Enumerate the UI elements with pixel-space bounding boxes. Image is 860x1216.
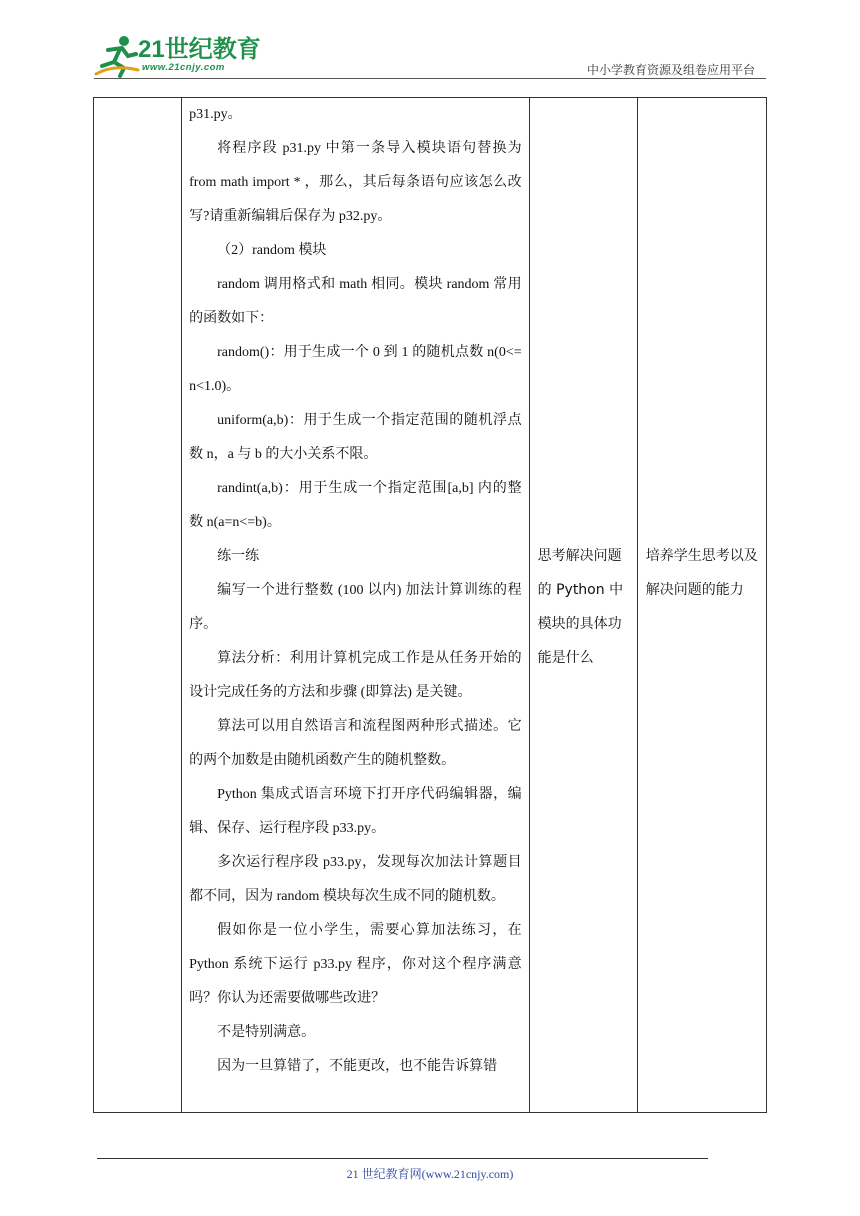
- content-paragraph: randint(a,b)：用于生成一个指定范围[a,b] 内的整数 n(a=n<=b)。: [189, 481, 522, 530]
- content-paragraph: p31.py。: [189, 107, 242, 122]
- footer-divider: [97, 1158, 708, 1159]
- content-paragraph: Python 集成式语言环境下打开序代码编辑器，编辑、保存、运行程序段 p33.py。: [189, 787, 522, 836]
- section-heading: 练一练: [217, 549, 260, 564]
- table-row: [94, 98, 767, 1113]
- design-intent-cell: [637, 98, 766, 1113]
- page-footer[interactable]: 21 世纪教育网(www.21cnjy.com): [346, 1167, 514, 1181]
- design-intent-text: 培养学生思考以及解决问题的能力: [645, 548, 758, 598]
- content-paragraph: 算法可以用自然语言和流程图两种形式描述。它的两个加数是由随机函数产生的随机整数。: [189, 719, 522, 768]
- content-paragraph: 因为一旦算错了，不能更改，也不能告诉算错: [217, 1059, 498, 1074]
- platform-title: 中小学教育资源及组卷应用平台: [586, 63, 755, 77]
- content-paragraph: random 调用格式和 math 相同。模块 random 常用的函数如下：: [189, 277, 522, 326]
- content-paragraph: uniform(a,b)：用于生成一个指定范围的随机浮点数 n，a 与 b 的大小关系不限。: [189, 413, 522, 462]
- content-paragraph: 编写一个进行整数 (100 以内) 加法计算训练的程序。: [189, 583, 522, 632]
- logo-number: 21: [138, 36, 165, 63]
- page-header: [0, 0, 860, 90]
- content-paragraph: 将程序段 p31.py 中第一条导入模块语句替换为 from math import * ，那么，其后每条语句应该怎么改写?请重新编辑后保存为 p32.py。: [189, 141, 522, 224]
- content-paragraph: 假如你是一位小学生，需要心算加法练习，在 Python 系统下运行 p33.py 程序，你对这个程序满意吗？你认为还需要做哪些改进？: [189, 923, 522, 1006]
- stage-cell: [94, 98, 182, 1113]
- header-divider: [94, 78, 766, 79]
- logo-wordmark: [138, 36, 261, 64]
- runner-logo-icon: [94, 34, 140, 78]
- content-paragraph: 算法分析：利用计算机完成工作是从任务开始的设计完成任务的方法和步骤 (即算法) 是关键。: [189, 651, 522, 700]
- logo-url: www.21cnjy.com: [142, 62, 225, 73]
- student-activity-cell: [529, 98, 637, 1113]
- logo-chinese: 世纪教育: [164, 36, 261, 63]
- content-paragraph: 多次运行程序段 p33.py，发现每次加法计算题目都不同，因为 random 模块每次生成不同的随机数。: [189, 855, 522, 904]
- content-paragraph: random()：用于生成一个 0 到 1 的随机点数 n(0<= n<1.0)。: [189, 345, 522, 394]
- section-heading: （2）random 模块: [217, 243, 327, 258]
- site-logo[interactable]: [94, 34, 264, 78]
- teaching-content-cell: [182, 98, 530, 1113]
- content-paragraph: 不是特别满意。: [217, 1025, 316, 1040]
- lesson-table: [93, 97, 767, 1113]
- student-activity-text: 思考解决问题的 Python 中模块的具体功能是什么: [537, 548, 624, 666]
